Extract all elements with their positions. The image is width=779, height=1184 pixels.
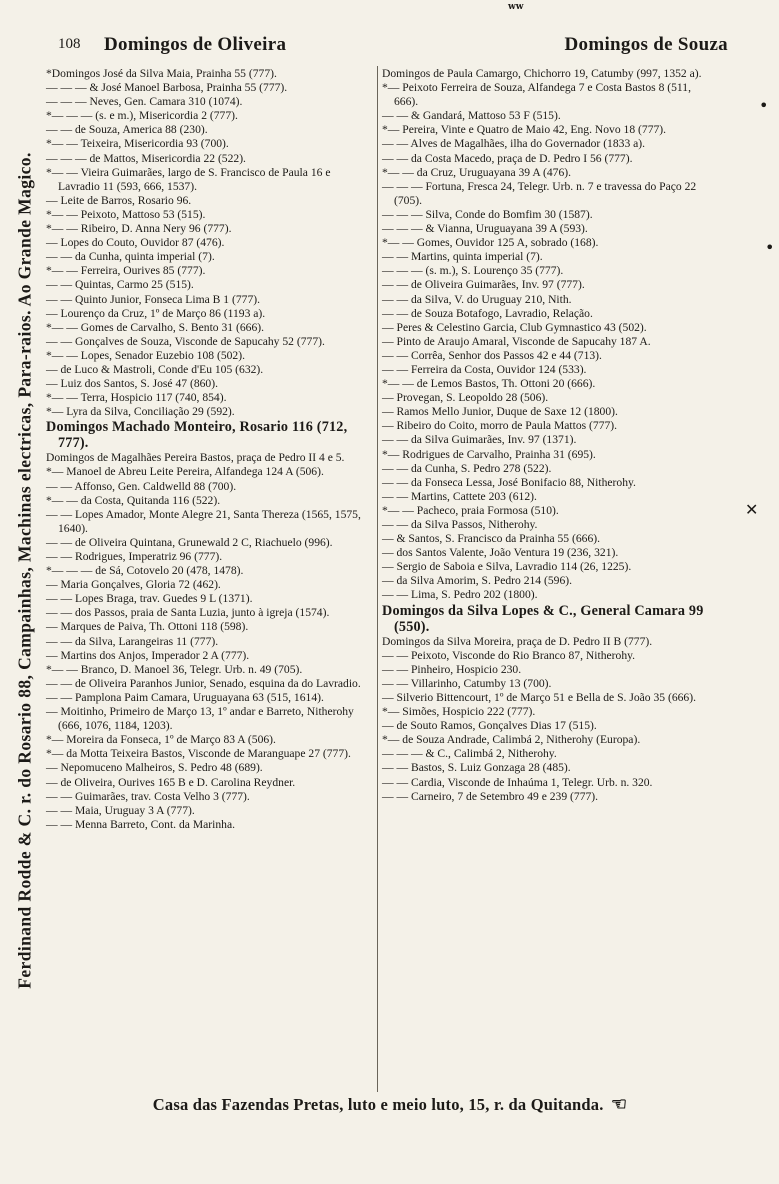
directory-entry: *— — Branco, D. Manoel 36, Telegr. Urb. n. 49 (705). [46,662,303,676]
directory-entry: — da Silva Amorim, S. Pedro 214 (596). [382,574,573,588]
directory-entry: *— — Terra, Hospicio 117 (740, 854). [46,391,227,405]
directory-entry: — — Peixoto, Visconde do Rio Branco 87, Nitherohy. [382,648,636,662]
directory-entry: — Luiz dos Santos, S. José 47 (860). [46,377,218,391]
directory-entry: — — da Silva, V. do Uruguay 210, Nith. [382,292,572,306]
directory-entry: — — Alves de Magalhães, ilha do Governador (1833 a). [382,137,646,151]
directory-entry: *— — Lopes, Senador Euzebio 108 (502). [46,348,245,362]
directory-entry: — & Santos, S. Francisco da Prainha 55 (666). [382,532,600,546]
directory-entry: — — Corrêa, Senhor dos Passos 42 e 44 (713). [382,348,602,362]
directory-entry: — — Guimarães, trav. Costa Velho 3 (777). [46,789,250,803]
directory-entry: *Domingos José da Silva Maia, Prainha 55 (777). [46,67,277,80]
directory-entry: — — de Souza, America 88 (230). [46,123,208,137]
directory-entry: — — — (s. m.), S. Lourenço 35 (777). [382,264,564,278]
directory-entry: *— — Vieira Guimarães, largo de S. Francisco de Paula 16 e Lavradio 11 (593, 666, 1537). [46,165,331,193]
directory-entry: — — Quinto Junior, Fonseca Lima B 1 (777). [46,292,260,306]
directory-entry: *— Manoel de Abreu Leite Pereira, Alfandega 124 A (506). [46,465,324,479]
directory-entry: *— — de Lemos Bastos, Th. Ottoni 20 (666). [382,377,596,391]
side-advertisement [4,30,46,1110]
directory-entry: — Nepomuceno Malheiros, S. Pedro 48 (689). [46,761,263,775]
footer-advertisement [70,1094,710,1115]
directory-entry: *— da Motta Teixeira Bastos, Visconde de Maranguape 27 (777). [46,747,351,761]
directory-entry: — Lopes do Couto, Ouvidor 87 (476). [46,236,225,250]
directory-entry: — — Lopes Amador, Monte Alegre 21, Santa Thereza (1565, 1575, 1640). [46,507,361,535]
directory-entry: — — — Neves, Gen. Camara 310 (1074). [46,95,243,109]
directory-entry: *— — Ferreira, Ourives 85 (777). [46,264,206,278]
directory-entry: — — Martins, Cattete 203 (612). [382,489,537,503]
directory-entry: *— Simões, Hospicio 222 (777). [382,705,536,719]
directory-entry: — Pinto de Araujo Amaral, Visconde de Sapucahy 187 A. [382,334,651,348]
directory-entry: *— — — de Sá, Cotovelo 20 (478, 1478). [46,564,244,578]
right-column [382,67,712,804]
directory-entry: — Ramos Mello Junior, Duque de Saxe 12 (1800). [382,405,618,419]
footer-advertisement-text: Casa das Fazendas Pretas, luto e meio luto, 15, r. da Quitanda. [152,1095,604,1114]
directory-entry: Domingos de Paula Camargo, Chichorro 19, Catumby (997, 1352 a). [382,67,702,80]
directory-entry: — Maria Gonçalves, Gloria 72 (462). [46,578,221,592]
directory-entry: *— — Gomes de Carvalho, S. Bento 31 (666). [46,320,264,334]
left-column [46,67,373,832]
directory-entry: — — Pinheiro, Hospicio 230. [382,662,522,676]
directory-entry: — — da Cunha, S. Pedro 278 (522). [382,461,552,475]
directory-entry: — dos Santos Valente, João Ventura 19 (236, 321). [382,546,619,560]
top-page-mark: ww [508,2,524,12]
directory-entry: — Peres & Celestino Garcia, Club Gymnastico 43 (502). [382,320,647,334]
directory-entry: — — da Fonseca Lessa, José Bonifacio 88, Nitherohy. [382,475,636,489]
page-number: 108 [58,36,81,52]
directory-entry: — — de Oliveira Guimarães, Inv. 97 (777). [382,278,585,292]
directory-entry: *— de Souza Andrade, Calimbá 2, Nitherohy (Europa). [382,733,641,747]
directory-entry: — de Souto Ramos, Gonçalves Dias 17 (515). [382,719,597,733]
directory-entry: — — — de Mattos, Misericordia 22 (522). [46,151,246,165]
directory-entry: *— Rodrigues de Carvalho, Prainha 31 (695). [382,447,596,461]
directory-entry: — — Rodrigues, Imperatriz 96 (777). [46,550,223,563]
directory-entry: *— — da Costa, Quitanda 116 (522). [46,493,221,507]
directory-entry: — — Martins, quinta imperial (7). [382,250,543,264]
directory-entry: — — da Costa Macedo, praça de D. Pedro I 56 (777). [382,151,633,165]
directory-entry: — de Oliveira, Ourives 165 B e D. Carolina Reydner. [46,775,296,789]
directory-entry: — — Bastos, S. Luiz Gonzaga 28 (485). [382,761,571,775]
margin-mark-icon: • [765,238,775,257]
directory-entry: — — Pamplona Paim Camara, Uruguayana 63 (515, 1614). [46,690,324,704]
directory-entry: — Provegan, S. Leopoldo 28 (506). [382,391,549,405]
directory-entry: *— — da Cruz, Uruguayana 39 A (476). [382,165,572,179]
directory-heading-entry: Domingos Machado Monteiro, Rosario 116 (712, 777). [46,419,348,452]
directory-entry: — — de Oliveira Quintana, Grunewald 2 C, Riachuelo (996). [46,535,333,549]
directory-entry: — — — & C., Calimbá 2, Nitherohy. [382,747,557,761]
directory-entry: — Leite de Barros, Rosario 96. [46,193,192,207]
margin-mark-icon: • [759,96,769,115]
directory-entry: — Sergio de Saboia e Silva, Lavradio 114 (26, 1225). [382,560,632,574]
page-header [58,34,728,56]
directory-entry: — — da Silva, Larangeiras 11 (777). [46,634,219,648]
directory-entry: — Martins dos Anjos, Imperador 2 A (777). [46,648,250,662]
side-advertisement-text: Ferdinand Rodde & C. r. do Rosario 88, Campainhas, Machinas electricas, Para-raios. Ao Grande Magico. [14,151,35,989]
directory-entry: — — — & José Manoel Barbosa, Prainha 55 (777). [46,81,288,95]
directory-entry: *— Moreira da Fonseca, 1º de Março 83 A (506). [46,733,276,747]
directory-entry: — — Cardia, Visconde de Inhaúma 1, Telegr. Urb. n. 320. [382,775,653,789]
directory-entry: *— — Pacheco, praia Formosa (510). [382,503,559,517]
directory-entry: *— — — (s. e m.), Misericordia 2 (777). [46,109,238,123]
pointing-hand-icon: ☜ [610,1094,628,1114]
directory-entry: — Marques de Paiva, Th. Ottoni 118 (598). [46,620,249,634]
directory-entry: Domingos da Silva Moreira, praça de D. Pedro II B (777). [382,634,653,648]
directory-entry: — de Luco & Mastroli, Conde d'Eu 105 (632). [46,362,264,376]
directory-entry: — — da Silva Passos, Nitherohy. [382,518,538,531]
directory-entry: *— — Peixoto, Mattoso 53 (515). [46,207,206,221]
directory-entry: — Ribeiro do Coito, morro de Paula Mattos (777). [382,419,618,433]
directory-entry: *— — Teixeira, Misericordia 93 (700). [46,137,229,151]
header-left-running-head: Domingos de Oliveira [104,34,287,55]
directory-entry: — — — & Vianna, Uruguayana 39 A (593). [382,222,588,236]
directory-entry: — — Maia, Uruguay 3 A (777). [46,803,195,817]
directory-entry: *— Peixoto Ferreira de Souza, Alfandega 7 e Costa Bastos 8 (511, 666). [382,81,691,109]
directory-entry: — — dos Passos, praia de Santa Luzia, junto à igreja (1574). [46,606,330,620]
directory-heading-entry: Domingos da Silva Lopes & C., General Camara 99 (550). [382,602,704,635]
directory-entry: — — Carneiro, 7 de Setembro 49 e 239 (777). [382,789,599,803]
directory-entry: — — — Fortuna, Fresca 24, Telegr. Urb. n. 7 e travessa do Paço 22 (705). [382,179,697,207]
directory-entry: — — de Souza Botafogo, Lavradio, Relação. [382,306,593,320]
directory-entry: — — da Silva Guimarães, Inv. 97 (1371). [382,433,577,447]
directory-entry: — — & Gandará, Mattoso 53 F (515). [382,109,561,123]
directory-entry: — — Gonçalves de Souza, Visconde de Sapucahy 52 (777). [46,334,325,348]
directory-entry: — Moitinho, Primeiro de Março 13, 1º andar e Barreto, Nitherohy (666, 1076, 1184, 1203). [46,705,354,733]
directory-entry: — — de Oliveira Paranhos Junior, Senado, esquina da do Lavradio. [46,676,361,690]
directory-entry: — — Ferreira da Costa, Ouvidor 124 (533). [382,362,587,376]
column-divider [377,66,378,1092]
header-right-running-head: Domingos de Souza [564,34,728,55]
directory-entry: — Silverio Bittencourt, 1º de Março 51 e Bella de S. João 35 (666). [382,690,696,704]
directory-entry: Domingos de Magalhães Pereira Bastos, praça de Pedro II 4 e 5. [46,451,345,465]
directory-entry: — — Quintas, Carmo 25 (515). [46,278,194,292]
directory-entry: — — Menna Barreto, Cont. da Marinha. [46,817,235,831]
directory-entry: — — Lopes Braga, trav. Guedes 9 L (1371). [46,592,253,606]
directory-entry: *— Lyra da Silva, Conciliação 29 (592). [46,405,235,419]
directory-entry: — — da Cunha, quinta imperial (7). [46,250,215,264]
directory-entry: *— — Gomes, Ouvidor 125 A, sobrado (168). [382,236,599,250]
directory-entry: — — — Silva, Conde do Bomfim 30 (1587). [382,207,593,221]
directory-entry: *— Pereira, Vinte e Quatro de Maio 42, Eng. Novo 18 (777). [382,123,667,137]
directory-entry: — — Villarinho, Catumby 13 (700). [382,676,552,690]
directory-entry: *— — Ribeiro, D. Anna Nery 96 (777). [46,222,232,236]
directory-entry: — Lourenço da Cruz, 1º de Março 86 (1193 a). [46,306,266,320]
directory-entry: — — Affonso, Gen. Caldwelld 88 (700). [46,479,237,493]
margin-mark-icon: ✕ [745,500,759,519]
directory-entry: — — Lima, S. Pedro 202 (1800). [382,588,538,602]
